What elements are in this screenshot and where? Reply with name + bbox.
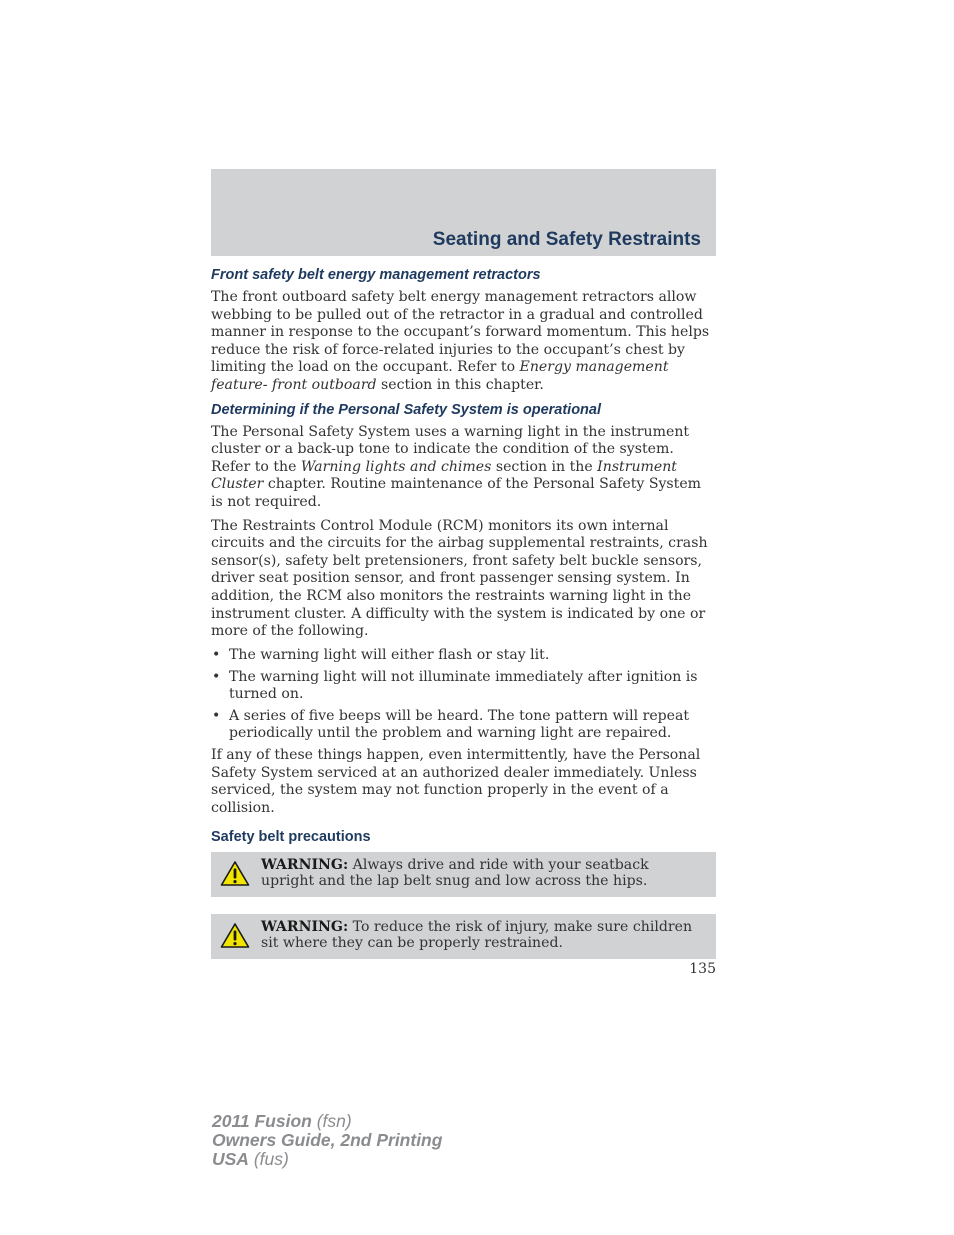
document-footer	[212, 1112, 442, 1169]
reference-energy-management: Energy management feature- front outboard	[211, 359, 669, 393]
paragraph-service-advice: If any of these things happen, even intermittently, have the Personal Safety System serviced at an authorized dealer immediately. Unless serviced, the system may not function properly in the event of a collision.	[211, 747, 701, 816]
fault-indicator-list	[211, 647, 716, 742]
section-title: Seating and Safety Restraints	[432, 229, 701, 250]
list-item: • The warning light will not illuminate immediately after ignition is turned on.	[212, 669, 698, 702]
footer-line-guide: Owners Guide, 2nd Printing	[212, 1130, 443, 1150]
heading-energy-management-retractors: Front safety belt energy management retractors	[211, 267, 541, 283]
heading-personal-safety-system: Determining if the Personal Safety System is operational	[211, 401, 601, 418]
page-content	[211, 266, 716, 976]
reference-instrument-cluster: Instrument Cluster	[211, 458, 677, 493]
warning-triangle-icon	[220, 860, 250, 887]
list-item: • A series of five beeps will be heard. The tone pattern will repeat periodically until the problem and warning light are repaired.	[212, 708, 690, 741]
heading-safety-belt-precautions: Safety belt precautions	[211, 828, 371, 845]
warning-text: To reduce the risk of injury, make sure children sit where they can be properly restrained.	[261, 918, 693, 952]
bullet: •	[212, 646, 221, 663]
list-item: • The warning light will either flash or stay lit.	[212, 646, 550, 663]
warning-box	[211, 914, 716, 959]
bullet: •	[212, 669, 221, 686]
paragraph-retractors: The front outboard safety belt energy management retractors allow webbing to be pulled out of the retractor in a gradual and controlled manner in response to the occupant’s forward momentum. This helps reduce the risk of force-related injuries to the occupant’s chest by limiting the load on the occupant. Refer to Energy management feature- front outboard section in this chapter.	[211, 289, 710, 393]
warning-label: WARNING:	[261, 856, 349, 873]
section-header-band	[211, 169, 716, 256]
reference-warning-lights: Warning lights and chimes	[300, 458, 492, 475]
footer-line-region: USA (fus)	[212, 1149, 289, 1169]
warning-label: WARNING:	[261, 918, 349, 935]
paragraph-warning-light: The Personal Safety System uses a warning light in the instrument cluster or a back-up tone to indicate the condition of the system. Refer to the Warning lights and chimes section in the Instrument Cluster chapter. Routine maintenance of the Personal Safety System is not required.	[211, 423, 702, 510]
warning-text: Always drive and ride with your seatback upright and the lap belt snug and low across the hips.	[261, 856, 649, 890]
paragraph-rcm: The Restraints Control Module (RCM) monitors its own internal circuits and the circuits for the airbag supplemental restraints, crash sensor(s), safety belt pretensioners, front safety belt buckle sensors, driver seat position sensor, and front passenger sensing system. In addition, the RCM also monitors the restraints warning light in the instrument cluster. A difficulty with the system is indicated by one or more of the following.	[211, 517, 708, 640]
bullet: •	[212, 708, 221, 725]
footer-line-model: 2011 Fusion (fsn)	[212, 1111, 352, 1131]
warning-box	[211, 852, 716, 897]
page-number: 135	[689, 961, 716, 977]
warning-triangle-icon	[220, 922, 250, 949]
